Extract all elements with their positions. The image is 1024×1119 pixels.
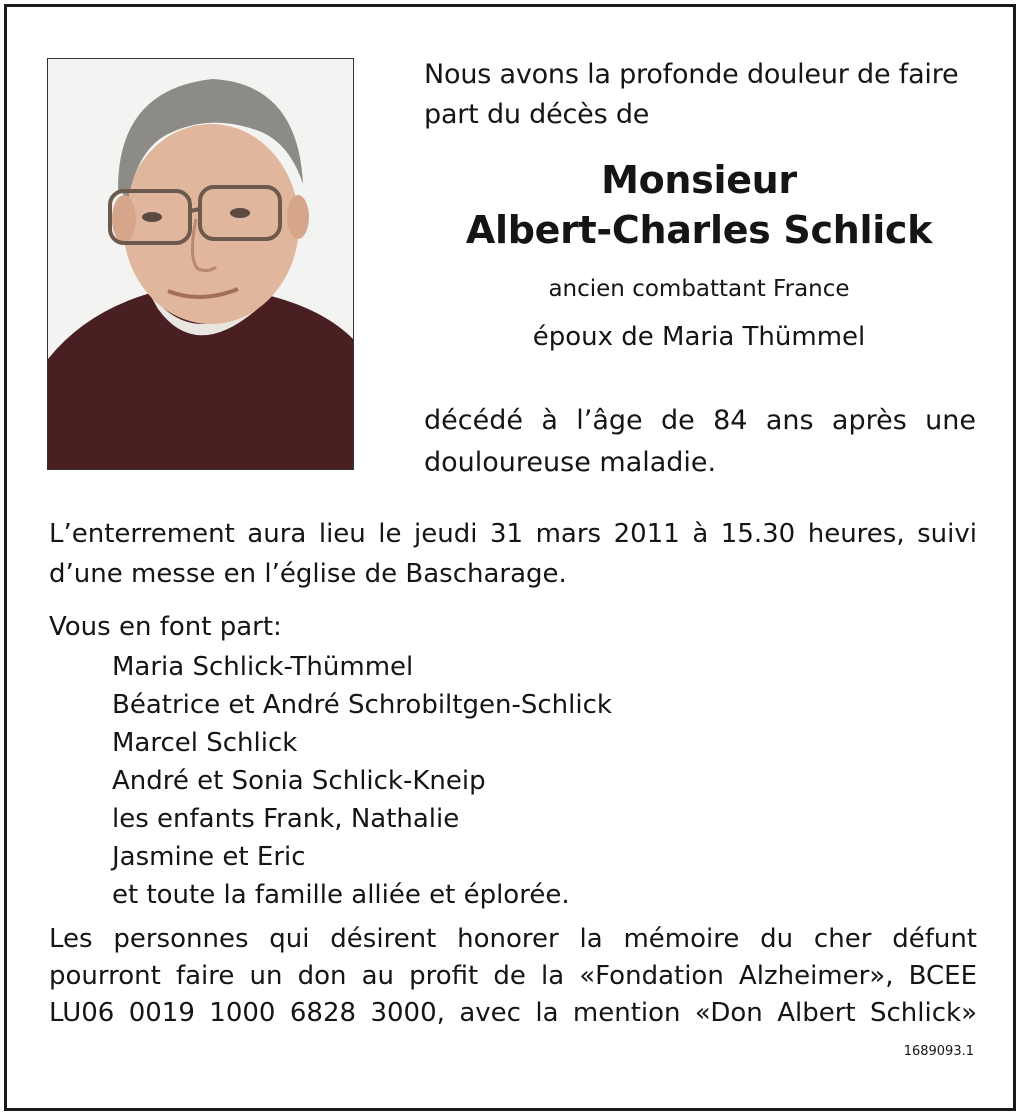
family-member: Jasmine et Eric — [112, 842, 306, 872]
donation-line: pourront faire un don au profit de la «Fondation Alzheimer», BCEE — [49, 961, 977, 991]
deceased-full-name: Albert-Charles Schlick — [465, 208, 933, 252]
death-info: décédé à l’âge de 84 ans après une douloureuse maladie. — [424, 405, 976, 478]
family-member: et toute la famille alliée et éplorée. — [112, 880, 570, 910]
donation-line: LU06 0019 1000 6828 3000, avec la mention «Don Albert Schlick» — [49, 998, 977, 1028]
family-member: Béatrice et André Schrobiltgen-Schlick — [112, 690, 612, 720]
donation-line: Les personnes qui désirent honorer la mémoire du cher défunt — [49, 924, 977, 954]
family-member: Marcel Schlick — [112, 728, 298, 758]
veteran-subtitle: ancien combattant France — [548, 276, 850, 302]
family-member: Maria Schlick-Thümmel — [112, 652, 414, 682]
deceased-title: Monsieur — [601, 158, 797, 202]
family-list — [112, 648, 812, 914]
family-member: les enfants Frank, Nathalie — [112, 804, 460, 834]
deceased-name — [424, 155, 974, 255]
burial-info: L’enterrement aura lieu le jeudi 31 mars 2011 à 15.30 heures, suivi d’une messe en l’église de Bascharage. — [49, 519, 977, 589]
intro-text: Nous avons la profonde douleur de faire part du décès de — [424, 59, 959, 130]
reference-number: 1689093.1 — [903, 1044, 974, 1059]
announcers-label: Vous en font part: — [49, 612, 282, 642]
spouse-line: époux de Maria Thümmel — [532, 322, 866, 352]
donation-info — [49, 921, 977, 1032]
family-member: André et Sonia Schlick-Kneip — [112, 766, 486, 796]
portrait-photo — [47, 58, 354, 470]
